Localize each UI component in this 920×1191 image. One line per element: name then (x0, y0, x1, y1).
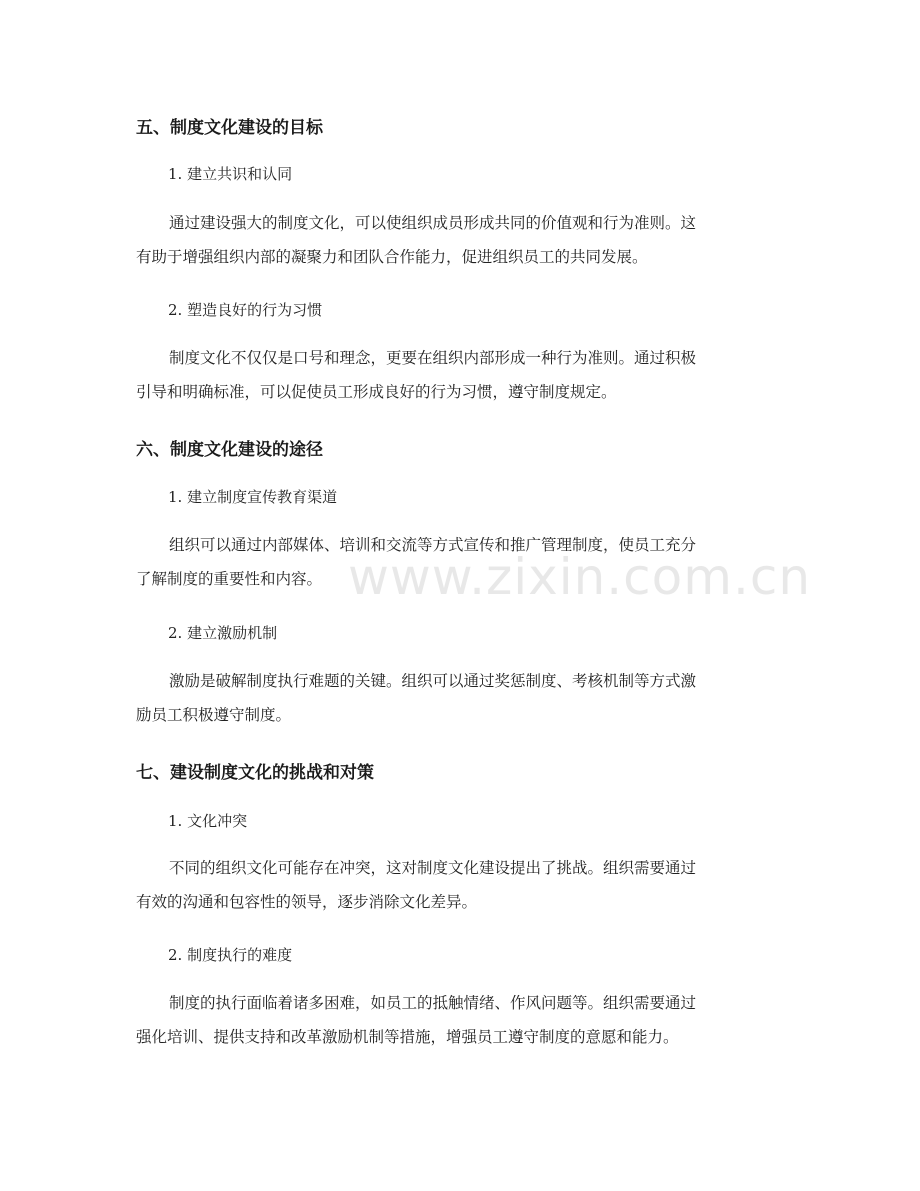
paragraph-line: 励员工积极遵守制度。 (136, 706, 292, 724)
subheading-7-2: 2. 制度执行的难度 (168, 946, 293, 964)
paragraph-line: 激励是破解制度执行难题的关键。组织可以通过奖惩制度、考核机制等方式激 (169, 672, 697, 690)
paragraph-5-2 (136, 341, 786, 409)
paragraph-7-2 (136, 986, 786, 1054)
section-heading-5: 五、制度文化建设的目标 (136, 118, 323, 138)
subheading-5-2: 2. 塑造良好的行为习惯 (168, 301, 323, 319)
paragraph-line: 了解制度的重要性和内容。 (136, 570, 323, 588)
watermark-text: www.zixin.com.cn (348, 548, 812, 606)
paragraph-line: 组织可以通过内部媒体、培训和交流等方式宣传和推广管理制度，使员工充分 (169, 536, 697, 554)
paragraph-7-1 (136, 851, 786, 919)
subheading-6-2: 2. 建立激励机制 (168, 624, 278, 642)
paragraph-line: 制度文化不仅仅是口号和理念，更要在组织内部形成一种行为准则。通过积极 (169, 349, 697, 367)
paragraph-6-2 (136, 664, 786, 732)
paragraph-line: 引导和明确标准，可以促使员工形成良好的行为习惯，遵守制度规定。 (136, 383, 617, 401)
paragraph-line: 不同的组织文化可能存在冲突，这对制度文化建设提出了挑战。组织需要通过 (169, 859, 697, 877)
paragraph-5-1 (136, 206, 786, 274)
section-heading-7: 七、建设制度文化的挑战和对策 (136, 763, 374, 783)
subheading-6-1: 1. 建立制度宣传教育渠道 (168, 488, 338, 506)
section-heading-6: 六、制度文化建设的途径 (136, 440, 323, 460)
paragraph-line: 有助于增强组织内部的凝聚力和团队合作能力，促进组织员工的共同发展。 (136, 248, 648, 266)
paragraph-line: 通过建设强大的制度文化，可以使组织成员形成共同的价值观和行为准则。这 (169, 214, 697, 232)
subheading-5-1: 1. 建立共识和认同 (168, 165, 293, 183)
paragraph-line: 强化培训、提供支持和改革激励机制等措施，增强员工遵守制度的意愿和能力。 (136, 1028, 679, 1046)
paragraph-line: 有效的沟通和包容性的领导，逐步消除文化差异。 (136, 893, 478, 911)
subheading-7-1: 1. 文化冲突 (168, 812, 248, 830)
paragraph-line: 制度的执行面临着诸多困难，如员工的抵触情绪、作风问题等。组织需要通过 (169, 994, 697, 1012)
